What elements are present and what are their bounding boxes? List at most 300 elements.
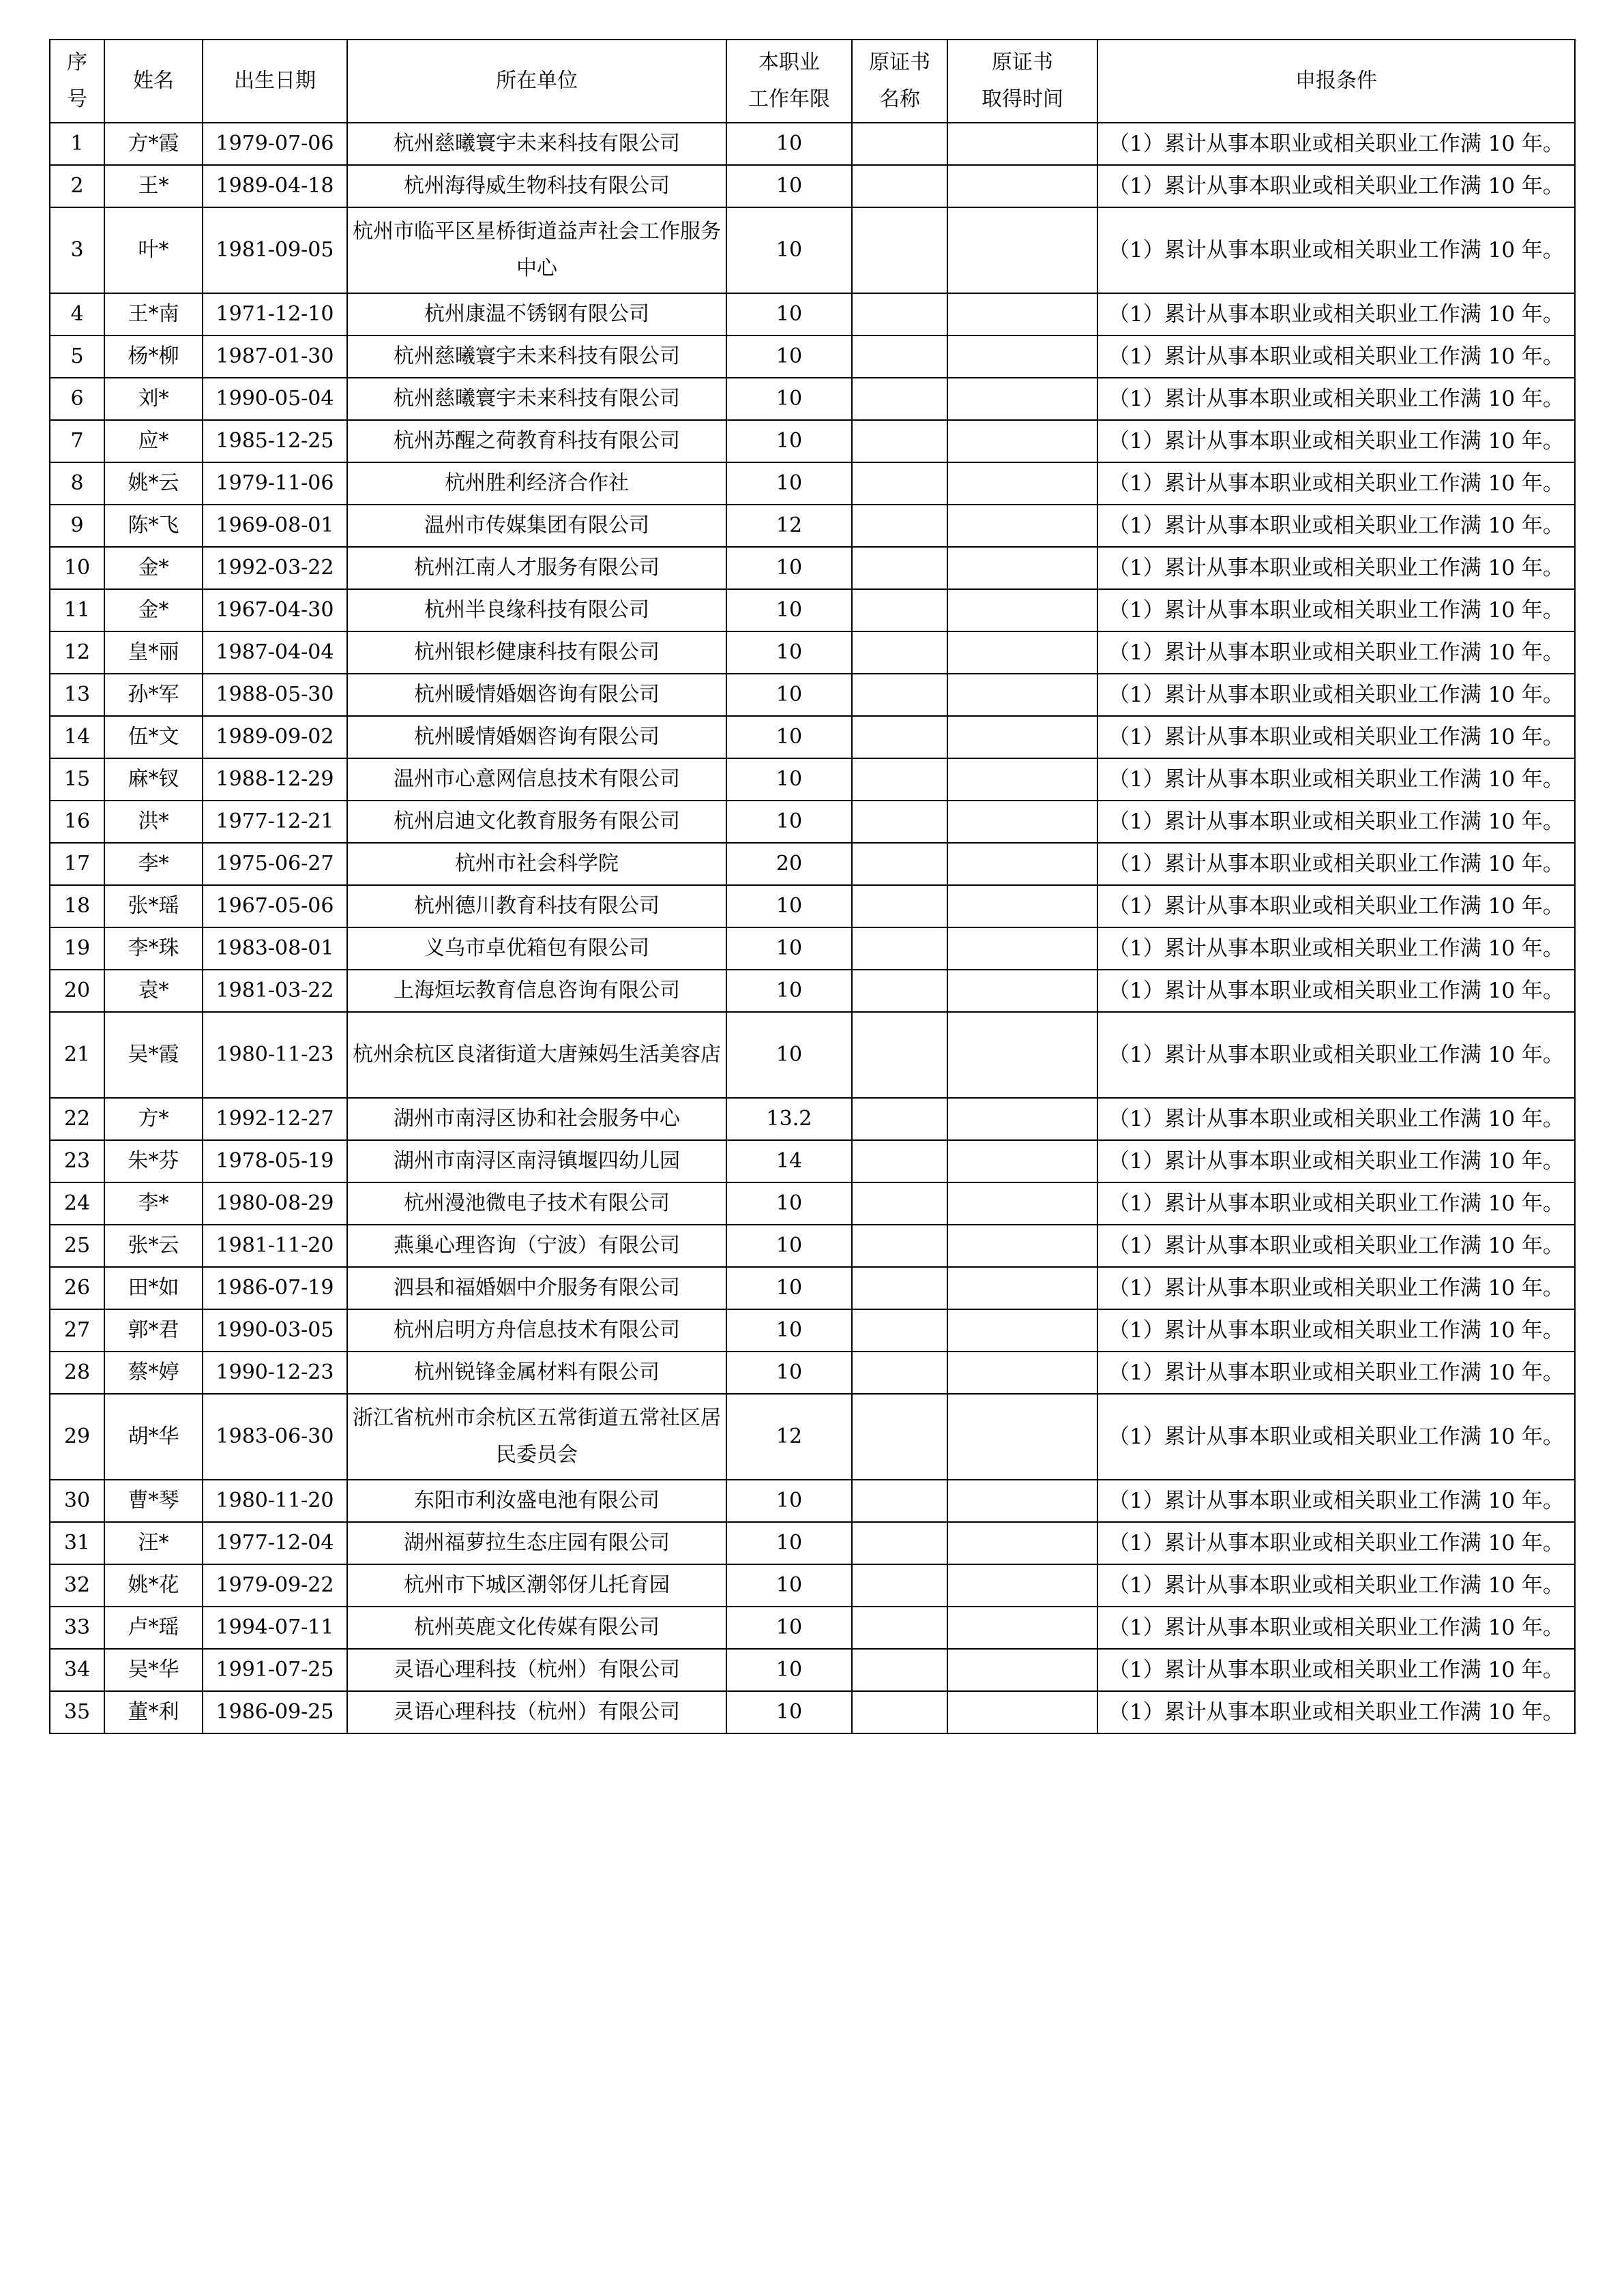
cell-condition: （1）累计从事本职业或相关职业工作满 10 年。 [1097,674,1575,716]
cell-cert-name [852,843,947,885]
cell-name: 杨*柳 [104,336,203,378]
cell-unit: 杭州市临平区星桥街道益声社会工作服务中心 [347,207,726,293]
cell-work-years: 10 [726,293,852,336]
cell-condition: （1）累计从事本职业或相关职业工作满 10 年。 [1097,1352,1575,1394]
cell-cert-name [852,758,947,801]
cell-condition: （1）累计从事本职业或相关职业工作满 10 年。 [1097,123,1575,165]
cell-seq: 3 [50,207,104,293]
cell-condition: （1）累计从事本职业或相关职业工作满 10 年。 [1097,207,1575,293]
table-row [50,885,1575,927]
cell-seq: 35 [50,1691,104,1733]
table-row [50,293,1575,336]
cell-unit: 义乌市卓优箱包有限公司 [347,927,726,970]
cell-unit: 杭州慈曦寰宇未来科技有限公司 [347,123,726,165]
header-name: 姓名 [104,40,203,123]
cell-birth-date: 1977-12-21 [203,801,347,843]
table-row [50,927,1575,970]
table-row [50,1691,1575,1733]
cell-cert-time [947,631,1097,674]
cell-seq: 24 [50,1182,104,1225]
table-row [50,1012,1575,1098]
cell-cert-time [947,1098,1097,1140]
cell-birth-date: 1969-08-01 [203,505,347,547]
cell-birth-date: 1989-04-18 [203,165,347,207]
header-seq: 序 号 [50,40,104,123]
cell-birth-date: 1992-12-27 [203,1098,347,1140]
cell-condition: （1）累计从事本职业或相关职业工作满 10 年。 [1097,716,1575,758]
cell-unit: 泗县和福婚姻中介服务有限公司 [347,1267,726,1309]
cell-work-years: 10 [726,1267,852,1309]
table-row [50,1182,1575,1225]
cell-cert-name [852,1480,947,1522]
cell-cert-time [947,462,1097,505]
cell-cert-time [947,293,1097,336]
cell-unit: 灵语心理科技（杭州）有限公司 [347,1691,726,1733]
cell-unit: 杭州慈曦寰宇未来科技有限公司 [347,378,726,420]
cell-condition: （1）累计从事本职业或相关职业工作满 10 年。 [1097,378,1575,420]
cell-name: 郭*君 [104,1309,203,1352]
cell-condition: （1）累计从事本职业或相关职业工作满 10 年。 [1097,1522,1575,1564]
table-row [50,1649,1575,1691]
cell-work-years: 20 [726,843,852,885]
cell-seq: 34 [50,1649,104,1691]
cell-name: 姚*云 [104,462,203,505]
cell-name: 皇*丽 [104,631,203,674]
table-row [50,123,1575,165]
cell-name: 方*霞 [104,123,203,165]
cell-cert-time [947,207,1097,293]
cell-cert-time [947,1691,1097,1733]
cell-unit: 燕巢心理咨询（宁波）有限公司 [347,1225,726,1267]
cell-condition: （1）累计从事本职业或相关职业工作满 10 年。 [1097,1480,1575,1522]
cell-work-years: 10 [726,674,852,716]
cell-work-years: 10 [726,1182,852,1225]
cell-birth-date: 1981-09-05 [203,207,347,293]
cell-seq: 19 [50,927,104,970]
table-row [50,1140,1575,1182]
cell-name: 姚*花 [104,1564,203,1607]
cell-name: 吴*霞 [104,1012,203,1098]
cell-name: 胡*华 [104,1394,203,1480]
cell-unit: 上海烜坛教育信息咨询有限公司 [347,970,726,1012]
cell-condition: （1）累计从事本职业或相关职业工作满 10 年。 [1097,758,1575,801]
cell-seq: 28 [50,1352,104,1394]
table-row [50,336,1575,378]
cell-cert-name [852,293,947,336]
cell-condition: （1）累计从事本职业或相关职业工作满 10 年。 [1097,1394,1575,1480]
cell-cert-time [947,1267,1097,1309]
cell-condition: （1）累计从事本职业或相关职业工作满 10 年。 [1097,631,1575,674]
cell-birth-date: 1981-03-22 [203,970,347,1012]
table-row [50,1522,1575,1564]
cell-unit: 东阳市利汝盛电池有限公司 [347,1480,726,1522]
cell-birth-date: 1980-11-23 [203,1012,347,1098]
cell-cert-time [947,758,1097,801]
cell-name: 王* [104,165,203,207]
cell-cert-time [947,716,1097,758]
cell-name: 朱*芬 [104,1140,203,1182]
cell-work-years: 10 [726,547,852,589]
cell-condition: （1）累计从事本职业或相关职业工作满 10 年。 [1097,505,1575,547]
cell-cert-time [947,1564,1097,1607]
cell-unit: 温州市心意网信息技术有限公司 [347,758,726,801]
cell-cert-name [852,674,947,716]
cell-unit: 杭州启迪文化教育服务有限公司 [347,801,726,843]
cell-unit: 杭州慈曦寰宇未来科技有限公司 [347,336,726,378]
cell-cert-time [947,165,1097,207]
cell-work-years: 10 [726,462,852,505]
cell-condition: （1）累计从事本职业或相关职业工作满 10 年。 [1097,293,1575,336]
table-body [50,123,1575,1733]
cell-cert-name [852,336,947,378]
cell-cert-name [852,123,947,165]
cell-birth-date: 1983-08-01 [203,927,347,970]
cell-cert-name [852,1267,947,1309]
cell-name: 汪* [104,1522,203,1564]
cell-cert-time [947,336,1097,378]
cell-work-years: 10 [726,927,852,970]
cell-birth-date: 1978-05-19 [203,1140,347,1182]
cell-seq: 11 [50,589,104,631]
cell-work-years: 14 [726,1140,852,1182]
cell-name: 应* [104,420,203,462]
cell-cert-name [852,1309,947,1352]
cell-work-years: 10 [726,420,852,462]
cell-work-years: 10 [726,207,852,293]
cell-cert-time [947,1012,1097,1098]
cell-seq: 33 [50,1607,104,1649]
cell-work-years: 10 [726,1309,852,1352]
cell-work-years: 10 [726,801,852,843]
cell-cert-name [852,589,947,631]
cell-seq: 17 [50,843,104,885]
table-row [50,801,1575,843]
cell-cert-name [852,970,947,1012]
cell-work-years: 10 [726,589,852,631]
cell-cert-name [852,1607,947,1649]
table-row [50,758,1575,801]
cell-birth-date: 1985-12-25 [203,420,347,462]
cell-seq: 29 [50,1394,104,1480]
table-row [50,843,1575,885]
table-row [50,165,1575,207]
cell-condition: （1）累计从事本职业或相关职业工作满 10 年。 [1097,589,1575,631]
cell-cert-name [852,505,947,547]
cell-unit: 杭州胜利经济合作社 [347,462,726,505]
cell-cert-name [852,1098,947,1140]
cell-cert-time [947,123,1097,165]
header-cert-name: 原证书 名称 [852,40,947,123]
cell-condition: （1）累计从事本职业或相关职业工作满 10 年。 [1097,462,1575,505]
cell-seq: 15 [50,758,104,801]
cell-birth-date: 1983-06-30 [203,1394,347,1480]
table-row [50,716,1575,758]
cell-unit: 杭州德川教育科技有限公司 [347,885,726,927]
cell-unit: 杭州苏醒之荷教育科技有限公司 [347,420,726,462]
cell-birth-date: 1990-12-23 [203,1352,347,1394]
cell-birth-date: 1987-01-30 [203,336,347,378]
cell-work-years: 10 [726,1607,852,1649]
cell-birth-date: 1980-08-29 [203,1182,347,1225]
cell-seq: 25 [50,1225,104,1267]
cell-cert-name [852,378,947,420]
cell-birth-date: 1979-07-06 [203,123,347,165]
cell-seq: 5 [50,336,104,378]
cell-seq: 26 [50,1267,104,1309]
table-row [50,1394,1575,1480]
cell-condition: （1）累计从事本职业或相关职业工作满 10 年。 [1097,801,1575,843]
cell-unit: 杭州江南人才服务有限公司 [347,547,726,589]
cell-cert-name [852,462,947,505]
cell-unit: 杭州市下城区潮邻伢儿托育园 [347,1564,726,1607]
cell-cert-name [852,1691,947,1733]
cell-work-years: 10 [726,1352,852,1394]
cell-cert-time [947,1522,1097,1564]
cell-condition: （1）累计从事本职业或相关职业工作满 10 年。 [1097,1012,1575,1098]
cell-seq: 8 [50,462,104,505]
cell-cert-time [947,843,1097,885]
cell-condition: （1）累计从事本职业或相关职业工作满 10 年。 [1097,1649,1575,1691]
table-row [50,505,1575,547]
cell-work-years: 10 [726,1691,852,1733]
cell-cert-time [947,1140,1097,1182]
cell-birth-date: 1989-09-02 [203,716,347,758]
cell-work-years: 10 [726,336,852,378]
cell-name: 李* [104,1182,203,1225]
table-row [50,420,1575,462]
cell-cert-time [947,1480,1097,1522]
cell-seq: 21 [50,1012,104,1098]
cell-birth-date: 1992-03-22 [203,547,347,589]
cell-unit: 杭州市社会科学院 [347,843,726,885]
cell-condition: （1）累计从事本职业或相关职业工作满 10 年。 [1097,336,1575,378]
cell-seq: 13 [50,674,104,716]
cell-name: 李* [104,843,203,885]
cell-birth-date: 1990-05-04 [203,378,347,420]
cell-birth-date: 1990-03-05 [203,1309,347,1352]
cell-condition: （1）累计从事本职业或相关职业工作满 10 年。 [1097,885,1575,927]
table-row [50,378,1575,420]
cell-cert-time [947,378,1097,420]
cell-work-years: 10 [726,716,852,758]
cell-cert-name [852,1225,947,1267]
cell-birth-date: 1988-12-29 [203,758,347,801]
cell-condition: （1）累计从事本职业或相关职业工作满 10 年。 [1097,1140,1575,1182]
cell-cert-name [852,885,947,927]
cell-unit: 杭州康温不锈钢有限公司 [347,293,726,336]
cell-work-years: 10 [726,885,852,927]
cell-condition: （1）累计从事本职业或相关职业工作满 10 年。 [1097,1182,1575,1225]
header-work-years: 本职业 工作年限 [726,40,852,123]
cell-work-years: 10 [726,758,852,801]
cell-name: 张*瑶 [104,885,203,927]
cell-work-years: 10 [726,1480,852,1522]
cell-condition: （1）累计从事本职业或相关职业工作满 10 年。 [1097,1691,1575,1733]
cell-cert-name [852,927,947,970]
table-row [50,970,1575,1012]
cell-condition: （1）累计从事本职业或相关职业工作满 10 年。 [1097,1098,1575,1140]
cell-unit: 湖州市南浔区南浔镇堰四幼儿园 [347,1140,726,1182]
cell-name: 吴*华 [104,1649,203,1691]
cell-cert-time [947,547,1097,589]
cell-condition: （1）累计从事本职业或相关职业工作满 10 年。 [1097,420,1575,462]
header-row [50,40,1575,123]
cell-name: 孙*军 [104,674,203,716]
cell-work-years: 12 [726,505,852,547]
cell-unit: 杭州海得威生物科技有限公司 [347,165,726,207]
cell-birth-date: 1979-09-22 [203,1564,347,1607]
cell-cert-time [947,1607,1097,1649]
cell-condition: （1）累计从事本职业或相关职业工作满 10 年。 [1097,1607,1575,1649]
table-row [50,1267,1575,1309]
cell-name: 田*如 [104,1267,203,1309]
cell-unit: 杭州锐锋金属材料有限公司 [347,1352,726,1394]
table-row [50,589,1575,631]
table-row [50,1225,1575,1267]
cell-cert-time [947,1352,1097,1394]
cell-work-years: 13.2 [726,1098,852,1140]
cell-name: 伍*文 [104,716,203,758]
cell-seq: 7 [50,420,104,462]
cell-cert-name [852,1182,947,1225]
header-cert-time: 原证书 取得时间 [947,40,1097,123]
cell-name: 卢*瑶 [104,1607,203,1649]
table-row [50,1564,1575,1607]
cell-unit: 湖州市南浔区协和社会服务中心 [347,1098,726,1140]
cell-cert-name [852,1649,947,1691]
cell-seq: 1 [50,123,104,165]
cell-seq: 4 [50,293,104,336]
cell-seq: 23 [50,1140,104,1182]
cell-name: 金* [104,547,203,589]
header-condition: 申报条件 [1097,40,1575,123]
cell-unit: 杭州暖情婚姻咨询有限公司 [347,716,726,758]
cell-cert-name [852,1352,947,1394]
cell-cert-time [947,885,1097,927]
cell-name: 蔡*婷 [104,1352,203,1394]
cell-work-years: 10 [726,123,852,165]
cell-condition: （1）累计从事本职业或相关职业工作满 10 年。 [1097,1267,1575,1309]
cell-unit: 湖州福萝拉生态庄园有限公司 [347,1522,726,1564]
cell-work-years: 10 [726,1564,852,1607]
applicant-table [49,39,1576,1734]
cell-seq: 30 [50,1480,104,1522]
cell-cert-time [947,1649,1097,1691]
cell-name: 董*利 [104,1691,203,1733]
cell-cert-time [947,1309,1097,1352]
cell-cert-name [852,1012,947,1098]
header-unit: 所在单位 [347,40,726,123]
cell-cert-name [852,631,947,674]
cell-unit: 杭州半良缘科技有限公司 [347,589,726,631]
cell-seq: 6 [50,378,104,420]
table-row [50,1607,1575,1649]
table-row [50,207,1575,293]
cell-condition: （1）累计从事本职业或相关职业工作满 10 年。 [1097,1564,1575,1607]
cell-birth-date: 1986-07-19 [203,1267,347,1309]
cell-seq: 20 [50,970,104,1012]
cell-condition: （1）累计从事本职业或相关职业工作满 10 年。 [1097,843,1575,885]
cell-work-years: 10 [726,631,852,674]
cell-cert-name [852,801,947,843]
cell-birth-date: 1979-11-06 [203,462,347,505]
cell-cert-name [852,207,947,293]
cell-cert-time [947,970,1097,1012]
cell-cert-name [852,165,947,207]
cell-unit: 杭州英鹿文化传媒有限公司 [347,1607,726,1649]
cell-name: 王*南 [104,293,203,336]
cell-seq: 18 [50,885,104,927]
cell-seq: 16 [50,801,104,843]
cell-birth-date: 1971-12-10 [203,293,347,336]
cell-cert-name [852,420,947,462]
cell-seq: 31 [50,1522,104,1564]
cell-cert-time [947,801,1097,843]
cell-unit: 温州市传媒集团有限公司 [347,505,726,547]
cell-seq: 14 [50,716,104,758]
cell-condition: （1）累计从事本职业或相关职业工作满 10 年。 [1097,927,1575,970]
cell-cert-time [947,927,1097,970]
cell-seq: 12 [50,631,104,674]
cell-seq: 10 [50,547,104,589]
cell-birth-date: 1991-07-25 [203,1649,347,1691]
cell-condition: （1）累计从事本职业或相关职业工作满 10 年。 [1097,1309,1575,1352]
cell-name: 李*珠 [104,927,203,970]
cell-unit: 杭州暖情婚姻咨询有限公司 [347,674,726,716]
cell-unit: 杭州余杭区良渚街道大唐辣妈生活美容店 [347,1012,726,1098]
cell-name: 麻*钗 [104,758,203,801]
table-row [50,1480,1575,1522]
cell-cert-name [852,547,947,589]
table-row [50,462,1575,505]
cell-name: 方* [104,1098,203,1140]
table-row [50,1309,1575,1352]
cell-birth-date: 1994-07-11 [203,1607,347,1649]
cell-birth-date: 1981-11-20 [203,1225,347,1267]
cell-cert-name [852,1522,947,1564]
table-row [50,1352,1575,1394]
cell-cert-time [947,505,1097,547]
cell-name: 金* [104,589,203,631]
table-row [50,1098,1575,1140]
cell-cert-time [947,420,1097,462]
cell-name: 张*云 [104,1225,203,1267]
cell-unit: 杭州启明方舟信息技术有限公司 [347,1309,726,1352]
cell-birth-date: 1980-11-20 [203,1480,347,1522]
cell-work-years: 12 [726,1394,852,1480]
cell-name: 陈*飞 [104,505,203,547]
cell-condition: （1）累计从事本职业或相关职业工作满 10 年。 [1097,970,1575,1012]
cell-work-years: 10 [726,1522,852,1564]
cell-unit: 浙江省杭州市余杭区五常街道五常社区居民委员会 [347,1394,726,1480]
cell-unit: 杭州漫池微电子技术有限公司 [347,1182,726,1225]
cell-birth-date: 1977-12-04 [203,1522,347,1564]
cell-cert-time [947,1225,1097,1267]
cell-cert-name [852,1140,947,1182]
cell-seq: 9 [50,505,104,547]
roster-sheet [49,39,1576,1734]
table-row [50,674,1575,716]
cell-cert-time [947,674,1097,716]
cell-unit: 杭州银杉健康科技有限公司 [347,631,726,674]
cell-cert-time [947,1182,1097,1225]
cell-birth-date: 1986-09-25 [203,1691,347,1733]
cell-condition: （1）累计从事本职业或相关职业工作满 10 年。 [1097,1225,1575,1267]
cell-work-years: 10 [726,1012,852,1098]
cell-work-years: 10 [726,165,852,207]
cell-birth-date: 1988-05-30 [203,674,347,716]
table-row [50,547,1575,589]
